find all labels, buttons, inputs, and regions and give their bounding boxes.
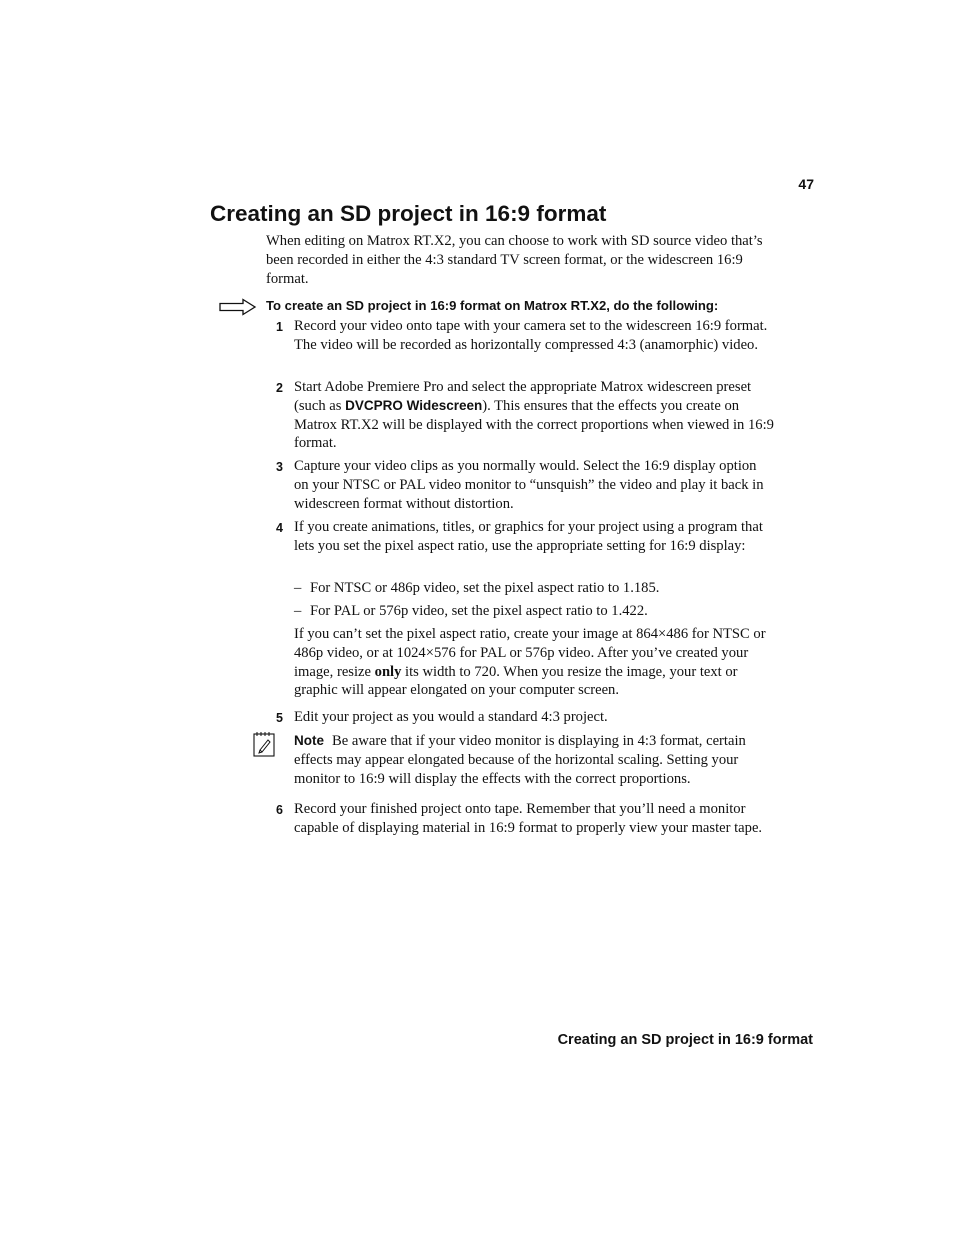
step-text: Edit your project as you would a standard 4:3 project. [294, 709, 608, 725]
step-text: Record your finished project onto tape. Remember that you’ll need a monitor capable of displaying material in 16:9 format to properly view your master tape. [294, 801, 763, 836]
bullet-text: For PAL or 576p video, set the pixel aspect ratio to 1.422. [310, 603, 648, 619]
procedure-heading: To create an SD project in 16:9 format on Matrox RT.X2, do the following: [266, 298, 719, 313]
bullet-text: For NTSC or 486p video, set the pixel aspect ratio to 1.185. [310, 580, 660, 596]
page-title: Creating an SD project in 16:9 format [210, 201, 607, 226]
step-text: Capture your video clips as you normally would. Select the 16:9 display option on your NTSC or PAL video monitor to “unsquish” the video and play it back in widescreen format without distortion. [294, 458, 764, 512]
step-extra-text: If you can’t set the pixel aspect ratio, create your image at 864×486 for NTSC or 486p video, or at 1024×576 for PAL or 576p video. After you’ve created your image, resize only its width to 720. When you resize the image, your text or graphic will appear elongated on your computer screen. [294, 626, 766, 699]
bullet-dash: – [294, 603, 302, 619]
notepad-pencil-icon [253, 731, 275, 757]
step-text: Record your video onto tape with your camera set to the widescreen 16:9 format. The video will be recorded as horizontally compressed 4:3 (anamorphic) video. [294, 318, 768, 353]
step-text: If you create animations, titles, or graphics for your project using a program that lets you set the pixel aspect ratio, use the appropriate setting for 16:9 display: [294, 519, 763, 554]
step-number: 3 [276, 460, 283, 474]
step-number: 6 [276, 803, 283, 817]
note-text: Be aware that if your video monitor is displaying in 4:3 format, certain effects may appear elongated because of the horizontal scaling. Setting your monitor to 16:9 will display the effects with the correct proportions. [294, 733, 746, 787]
step-text: Start Adobe Premiere Pro and select the appropriate Matrox widescreen preset (such as DVCPRO Widescreen). This ensures that the effects you create on Matrox RT.X2 will be displayed with the correct proportions when viewed in 16:9 format. [294, 379, 774, 452]
preset-name: DVCPRO Widescreen [345, 397, 483, 413]
step-number: 4 [276, 521, 283, 535]
page-number: 47 [798, 176, 814, 192]
note-label: Note [294, 733, 324, 748]
step-number: 2 [276, 381, 283, 395]
running-footer: Creating an SD project in 16:9 format [557, 1032, 813, 1048]
bullet-dash: – [294, 580, 302, 596]
note [294, 732, 772, 788]
step-number: 1 [276, 320, 283, 334]
step-number: 5 [276, 711, 283, 725]
intro-paragraph: When editing on Matrox RT.X2, you can choose to work with SD source video that’s been recorded in either the 4:3 standard TV screen format, or the widescreen 16:9 format. [266, 233, 763, 287]
arrow-right-icon [219, 298, 257, 316]
